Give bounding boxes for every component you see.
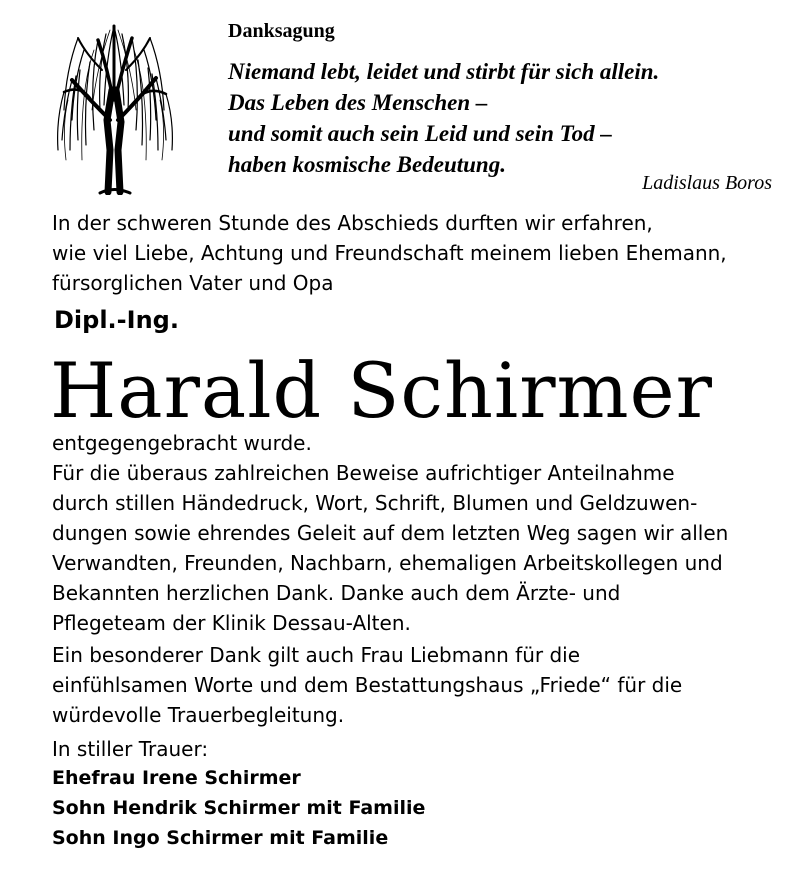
deceased-name: Harald Schirmer [50, 346, 713, 435]
quote-line: und somit auch sein Leid und sein Tod – [228, 121, 612, 146]
quote-line: Das Leben des Menschen – [228, 90, 488, 115]
tree-icon [50, 10, 180, 195]
family-member: Ehefrau Irene Schirmer [52, 767, 301, 789]
heading: Danksagung [228, 20, 335, 42]
text-line: würdevolle Trauerbegleitung. [52, 703, 345, 727]
body-text [52, 428, 728, 638]
family-member: Sohn Ingo Schirmer mit Familie [52, 827, 389, 849]
text-line: einfühlsamen Worte und dem Bestattungshaus „Friede“ für die [52, 673, 683, 697]
text-line: dungen sowie ehrendes Geleit auf dem letzten Weg sagen wir allen [52, 521, 729, 545]
text-line: Pflegeteam der Klinik Dessau-Alten. [52, 611, 411, 635]
text-line: Verwandten, Freunden, Nachbarn, ehemaligen Arbeitskollegen und [52, 551, 723, 575]
thanks-text [52, 640, 682, 730]
deceased-title: Dipl.-Ing. [54, 306, 179, 334]
family-member: Sohn Hendrik Schirmer mit Familie [52, 797, 426, 819]
text-line: durch stillen Händedruck, Wort, Schrift, Blumen und Geldzuwen- [52, 491, 698, 515]
family-list [52, 763, 425, 853]
text-line: In der schweren Stunde des Abschieds durften wir erfahren, [52, 211, 653, 235]
text-line: entgegengebracht wurde. [52, 431, 312, 455]
quote-line: Niemand lebt, leidet und stirbt für sich allein. [228, 59, 660, 84]
text-line: fürsorglichen Vater und Opa [52, 271, 334, 295]
text-line: Für die überaus zahlreichen Beweise aufrichtiger Anteilnahme [52, 461, 675, 485]
text-line: Bekannten herzlichen Dank. Danke auch dem Ärzte- und [52, 581, 621, 605]
quote-line: haben kosmische Bedeutung. [228, 152, 506, 177]
quote-author: Ladislaus Boros [642, 172, 772, 194]
intro-text [52, 208, 727, 298]
text-line: wie viel Liebe, Achtung und Freundschaft meinem lieben Ehemann, [52, 241, 727, 265]
quote [228, 56, 659, 180]
text-line: Ein besonderer Dank gilt auch Frau Liebmann für die [52, 643, 581, 667]
mourning-label: In stiller Trauer: [52, 737, 209, 761]
